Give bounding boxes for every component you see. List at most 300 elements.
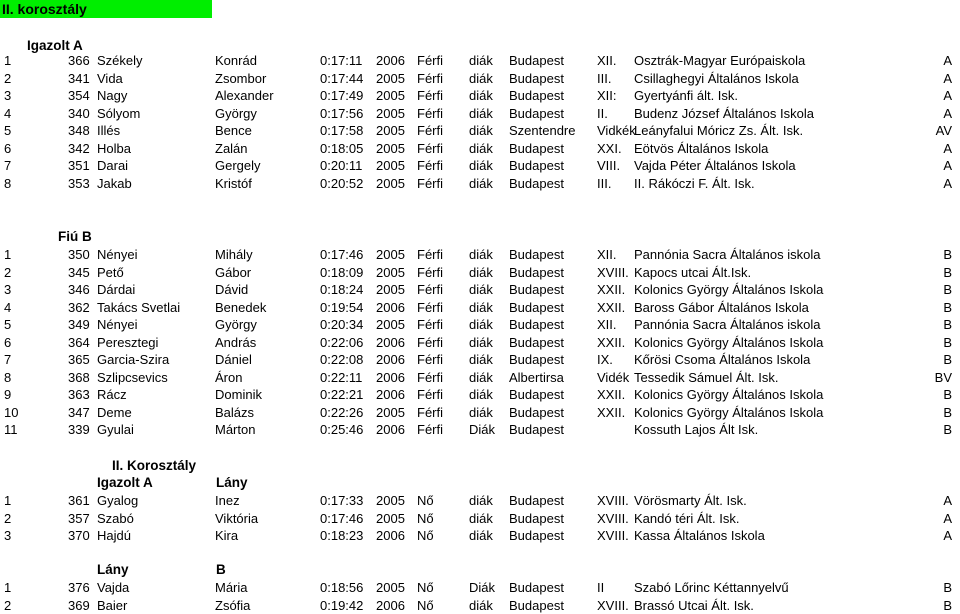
first-name-cell: György	[215, 105, 257, 121]
category-cell: B	[943, 334, 952, 350]
first-name-cell: Gábor	[215, 264, 252, 280]
table-row	[0, 386, 960, 403]
gender-cell: Nő	[417, 528, 434, 543]
first-name-cell: Márton	[215, 422, 256, 437]
bib-number-cell: 349	[68, 317, 90, 332]
school-cell: Csillaghegyi Általános Iskola	[634, 70, 799, 86]
first-name-cell: Kristóf	[215, 175, 252, 191]
first-name-cell: Mária	[215, 580, 248, 595]
time-cell: 0:18:56	[320, 580, 364, 595]
first-name-cell: Alexander	[215, 88, 274, 103]
type-cell: diák	[469, 493, 493, 508]
gender-cell: Férfi	[417, 88, 443, 103]
type-cell: diák	[469, 282, 493, 297]
district-cell: VIII.	[597, 158, 621, 173]
city-cell: Budapest	[509, 264, 564, 280]
district-cell: III.	[597, 70, 612, 86]
school-cell: Kolonics György Általános Iskola	[634, 404, 824, 420]
birth-year-cell: 2006	[376, 352, 405, 367]
bib-number-cell: 350	[68, 247, 90, 262]
city-cell: Budapest	[509, 493, 564, 508]
type-cell: diák	[469, 264, 493, 280]
bib-number-cell: 339	[68, 422, 90, 437]
gender-cell: Férfi	[417, 53, 443, 68]
category-cell: B	[943, 247, 952, 262]
section-heading: Lány	[216, 475, 248, 490]
table-row	[0, 122, 960, 139]
gender-cell: Nő	[417, 493, 434, 508]
gender-cell: Férfi	[417, 422, 443, 437]
district-cell: XII.	[597, 53, 617, 68]
rank-cell: 7	[4, 352, 12, 367]
category-cell: B	[943, 597, 952, 613]
city-cell: Budapest	[509, 53, 564, 68]
table-row	[0, 299, 960, 316]
city-cell: Budapest	[509, 597, 564, 613]
rank-cell: 2	[4, 70, 12, 86]
section-heading: Lány	[97, 562, 129, 577]
gender-cell: Nő	[417, 580, 434, 595]
first-name-cell: Mihály	[215, 247, 253, 262]
gender-cell: Férfi	[417, 140, 443, 156]
gender-cell: Férfi	[417, 317, 443, 332]
city-cell: Budapest	[509, 387, 564, 402]
time-cell: 0:22:11	[320, 369, 363, 385]
birth-year-cell: 2006	[376, 299, 405, 315]
last-name-cell: Nagy	[97, 88, 128, 103]
time-cell: 0:19:54	[320, 299, 364, 315]
category-cell: B	[943, 387, 952, 402]
birth-year-cell: 2006	[376, 53, 405, 68]
table-row	[0, 510, 960, 527]
gender-cell: Férfi	[417, 299, 443, 315]
gender-cell: Férfi	[417, 282, 443, 297]
time-cell: 0:17:58	[320, 123, 364, 138]
first-name-cell: Zsombor	[215, 70, 267, 86]
time-cell: 0:18:09	[320, 264, 364, 280]
first-name-cell: Konrád	[215, 53, 257, 68]
first-name-cell: Benedek	[215, 299, 267, 315]
last-name-cell: Vajda	[97, 580, 130, 595]
table-row	[0, 316, 960, 333]
birth-year-cell: 2005	[376, 88, 405, 103]
city-cell: Budapest	[509, 580, 564, 595]
table-row	[0, 52, 960, 69]
city-cell: Budapest	[509, 140, 564, 156]
type-cell: Diák	[469, 422, 496, 437]
rank-cell: 1	[4, 247, 12, 262]
category-cell: A	[943, 53, 952, 68]
city-cell: Budapest	[509, 105, 564, 121]
birth-year-cell: 2005	[376, 510, 405, 526]
table-row	[0, 140, 960, 157]
school-cell: Kolonics György Általános Iskola	[634, 387, 824, 402]
type-cell: diák	[469, 528, 493, 543]
bib-number-cell: 368	[68, 369, 90, 385]
birth-year-cell: 2006	[376, 422, 405, 437]
table-row	[0, 369, 960, 386]
district-cell: XVIII.	[597, 493, 629, 508]
district-cell: II.	[597, 105, 608, 121]
first-name-cell: Dávid	[215, 282, 249, 297]
school-cell: Eötvös Általános Iskola	[634, 140, 769, 156]
first-name-cell: Dániel	[215, 352, 252, 367]
time-cell: 0:17:46	[320, 247, 364, 262]
last-name-cell: Székely	[97, 53, 143, 68]
school-cell: Brassó Utcai Ált. Isk.	[634, 597, 754, 613]
type-cell: diák	[469, 158, 493, 173]
district-cell: XII:	[597, 88, 617, 103]
last-name-cell: Deme	[97, 404, 132, 420]
rank-cell: 4	[4, 105, 12, 121]
last-name-cell: Peresztegi	[97, 334, 159, 350]
first-name-cell: Kira	[215, 528, 239, 543]
last-name-cell: Garcia-Szira	[97, 352, 170, 367]
school-cell: Kassa Általános Iskola	[634, 528, 765, 543]
rank-cell: 3	[4, 528, 12, 543]
birth-year-cell: 2005	[376, 158, 405, 173]
gender-cell: Férfi	[417, 369, 443, 385]
last-name-cell: Jakab	[97, 175, 132, 191]
category-cell: A	[943, 140, 952, 156]
first-name-cell: Bence	[215, 123, 252, 138]
type-cell: diák	[469, 317, 493, 332]
rank-cell: 10	[4, 404, 19, 420]
city-cell: Budapest	[509, 317, 564, 332]
city-cell: Albertirsa	[509, 369, 564, 385]
last-name-cell: Sólyom	[97, 105, 141, 121]
bib-number-cell: 363	[68, 387, 90, 402]
district-cell: XXII.	[597, 299, 626, 315]
time-cell: 0:20:52	[320, 175, 364, 191]
birth-year-cell: 2006	[376, 369, 405, 385]
last-name-cell: Vida	[97, 70, 123, 86]
city-cell: Budapest	[509, 247, 564, 262]
rank-cell: 9	[4, 387, 12, 402]
time-cell: 0:17:11	[320, 53, 363, 68]
time-cell: 0:17:46	[320, 510, 364, 526]
category-cell: A	[943, 528, 952, 543]
birth-year-cell: 2005	[376, 175, 405, 191]
category-cell: B	[943, 422, 952, 437]
category-cell: B	[943, 299, 952, 315]
time-cell: 0:18:24	[320, 282, 364, 297]
school-cell: Szabó Lőrinc Kéttannyelvű	[634, 580, 789, 595]
first-name-cell: Zsófia	[215, 597, 251, 613]
district-cell: XVIII.	[597, 264, 629, 280]
city-cell: Budapest	[509, 158, 564, 173]
district-cell: XII.	[597, 317, 617, 332]
gender-cell: Férfi	[417, 264, 443, 280]
last-name-cell: Szlipcsevics	[97, 369, 168, 385]
first-name-cell: Viktória	[215, 510, 259, 526]
city-cell: Budapest	[509, 175, 564, 191]
type-cell: diák	[469, 299, 493, 315]
school-cell: Osztrák-Magyar Európaiskola	[634, 53, 806, 68]
last-name-cell: Pető	[97, 264, 124, 280]
type-cell: diák	[469, 510, 493, 526]
first-name-cell: Gergely	[215, 158, 261, 173]
district-cell: Vidék	[597, 369, 630, 385]
last-name-cell: Nényei	[97, 247, 138, 262]
gender-cell: Férfi	[417, 105, 443, 121]
time-cell: 0:19:42	[320, 597, 364, 613]
first-name-cell: Inez	[215, 493, 240, 508]
bib-number-cell: 362	[68, 299, 90, 315]
table-row	[0, 597, 960, 614]
category-cell: B	[943, 580, 952, 595]
birth-year-cell: 2005	[376, 247, 405, 262]
section-heading: Fiú B	[58, 229, 92, 244]
rank-cell: 8	[4, 175, 12, 191]
gender-cell: Férfi	[417, 352, 443, 367]
school-cell: Kolonics György Általános Iskola	[634, 282, 824, 297]
rank-cell: 7	[4, 158, 12, 173]
gender-cell: Férfi	[417, 175, 443, 191]
category-cell: B	[943, 317, 952, 332]
school-cell: Vörösmarty Ált. Isk.	[634, 493, 747, 508]
bib-number-cell: 341	[68, 70, 90, 86]
section-heading: B	[216, 562, 226, 577]
gender-cell: Nő	[417, 597, 434, 613]
district-cell: XXII.	[597, 334, 626, 350]
category-cell: A	[943, 158, 952, 173]
last-name-cell: Gyulai	[97, 422, 134, 437]
table-row	[0, 334, 960, 351]
city-cell: Budapest	[509, 422, 564, 437]
rank-cell: 2	[4, 264, 12, 280]
category-cell: B	[943, 282, 952, 297]
city-cell: Budapest	[509, 88, 564, 103]
last-name-cell: Takács Svetlai	[97, 299, 181, 315]
birth-year-cell: 2005	[376, 70, 405, 86]
rank-cell: 1	[4, 53, 12, 68]
last-name-cell: Dárdai	[97, 282, 136, 297]
type-cell: diák	[469, 140, 493, 156]
bib-number-cell: 369	[68, 597, 90, 613]
gender-cell: Nő	[417, 510, 434, 526]
school-cell: Pannónia Sacra Általános iskola	[634, 247, 821, 262]
first-name-cell: Zalán	[215, 140, 248, 156]
school-cell: Kőrösi Csoma Általános Iskola	[634, 352, 811, 367]
rank-cell: 2	[4, 597, 12, 613]
bib-number-cell: 354	[68, 88, 90, 103]
last-name-cell: Illés	[97, 123, 121, 138]
school-cell: Vajda Péter Általános Iskola	[634, 158, 796, 173]
district-cell: III.	[597, 175, 612, 191]
table-row	[0, 281, 960, 298]
table-row	[0, 351, 960, 368]
category-cell: A	[943, 70, 952, 86]
school-cell: Leányfalui Móricz Zs. Ált. Isk.	[634, 123, 804, 138]
city-cell: Budapest	[509, 282, 564, 297]
rank-cell: 3	[4, 88, 12, 103]
category-cell: A	[943, 105, 952, 121]
last-name-cell: Hajdú	[97, 528, 131, 543]
bib-number-cell: 357	[68, 510, 90, 526]
type-cell: diák	[469, 53, 493, 68]
rank-cell: 5	[4, 317, 12, 332]
city-cell: Budapest	[509, 334, 564, 350]
section-heading: Igazolt A	[97, 475, 153, 490]
time-cell: 0:17:44	[320, 70, 364, 86]
birth-year-cell: 2005	[376, 404, 405, 420]
type-cell: diák	[469, 70, 493, 86]
gender-cell: Férfi	[417, 70, 443, 86]
bib-number-cell: 361	[68, 493, 90, 508]
last-name-cell: Holba	[97, 140, 131, 156]
first-name-cell: György	[215, 317, 257, 332]
bib-number-cell: 364	[68, 334, 90, 350]
city-cell: Budapest	[509, 70, 564, 86]
category-cell: A	[943, 493, 952, 508]
city-cell: Szentendre	[509, 123, 576, 138]
school-cell: Kossuth Lajos Ált Isk.	[634, 422, 759, 437]
time-cell: 0:17:56	[320, 105, 364, 121]
category-cell: BV	[934, 369, 952, 385]
district-cell: XXII.	[597, 282, 626, 297]
district-cell: II	[597, 580, 605, 595]
type-cell: Diák	[469, 580, 496, 595]
bib-number-cell: 348	[68, 123, 90, 138]
school-cell: Budenz József Általános Iskola	[634, 105, 814, 121]
birth-year-cell: 2006	[376, 528, 405, 543]
district-cell: Vidkék	[597, 123, 636, 138]
school-cell: Kolonics György Általános Iskola	[634, 334, 824, 350]
section-heading: Igazolt A	[27, 38, 83, 53]
first-name-cell: Dominik	[215, 387, 262, 402]
type-cell: diák	[469, 123, 493, 138]
bib-number-cell: 365	[68, 352, 90, 367]
city-cell: Budapest	[509, 299, 564, 315]
school-cell: Tessedik Sámuel Ált. Isk.	[634, 369, 779, 385]
birth-year-cell: 2005	[376, 282, 405, 297]
table-row	[0, 246, 960, 263]
time-cell: 0:22:08	[320, 352, 364, 367]
first-name-cell: Balázs	[215, 404, 255, 420]
school-cell: II. Rákóczi F. Ált. Isk.	[634, 175, 755, 191]
rank-cell: 5	[4, 123, 12, 138]
school-cell: Pannónia Sacra Általános iskola	[634, 317, 821, 332]
district-cell: XXII.	[597, 404, 626, 420]
table-row	[0, 492, 960, 509]
table-row	[0, 264, 960, 281]
rank-cell: 6	[4, 140, 12, 156]
type-cell: diák	[469, 369, 493, 385]
school-cell: Baross Gábor Általános Iskola	[634, 299, 809, 315]
rank-cell: 6	[4, 334, 12, 350]
time-cell: 0:22:26	[320, 404, 364, 420]
table-row	[0, 404, 960, 421]
school-cell: Gyertyánfi ált. Isk.	[634, 88, 739, 103]
type-cell: diák	[469, 247, 493, 262]
birth-year-cell: 2005	[376, 580, 405, 595]
type-cell: diák	[469, 334, 493, 350]
district-cell: XXII.	[597, 387, 626, 402]
table-row	[0, 527, 960, 544]
city-cell: Budapest	[509, 528, 564, 543]
category-cell: A	[943, 510, 952, 526]
birth-year-cell: 2005	[376, 317, 405, 332]
district-cell: XVIII.	[597, 510, 629, 526]
rank-cell: 11	[4, 422, 18, 437]
rank-cell: 1	[4, 493, 12, 508]
category-cell: A	[943, 175, 952, 191]
gender-cell: Férfi	[417, 387, 443, 402]
rank-cell: 3	[4, 282, 12, 297]
birth-year-cell: 2005	[376, 493, 405, 508]
table-row	[0, 579, 960, 596]
first-name-cell: Áron	[215, 369, 243, 385]
table-row	[0, 175, 960, 192]
birth-year-cell: 2006	[376, 597, 405, 613]
category-cell: B	[943, 404, 952, 420]
category-cell: B	[943, 352, 952, 367]
bib-number-cell: 351	[68, 158, 90, 173]
gender-cell: Férfi	[417, 334, 443, 350]
first-name-cell: András	[215, 334, 257, 350]
type-cell: diák	[469, 175, 493, 191]
birth-year-cell: 2005	[376, 123, 405, 138]
gender-cell: Férfi	[417, 123, 443, 138]
bib-number-cell: 346	[68, 282, 90, 297]
last-name-cell: Szabó	[97, 510, 134, 526]
rank-cell: 1	[4, 580, 12, 595]
section-heading: II. Korosztály	[112, 458, 197, 473]
table-row	[0, 87, 960, 104]
city-cell: Budapest	[509, 352, 564, 367]
category-cell: A	[943, 88, 952, 103]
district-cell: XXI.	[597, 140, 622, 156]
time-cell: 0:18:05	[320, 140, 364, 156]
category-banner: II. korosztály	[0, 0, 212, 18]
category-cell: B	[943, 264, 952, 280]
last-name-cell: Gyalog	[97, 493, 139, 508]
type-cell: diák	[469, 387, 493, 402]
gender-cell: Férfi	[417, 158, 443, 173]
rank-cell: 2	[4, 510, 12, 526]
birth-year-cell: 2005	[376, 140, 405, 156]
type-cell: diák	[469, 105, 493, 121]
school-cell: Kapocs utcai Ált.Isk.	[634, 264, 752, 280]
category-cell: AV	[935, 123, 952, 138]
last-name-cell: Darai	[97, 158, 129, 173]
type-cell: diák	[469, 352, 493, 367]
time-cell: 0:20:34	[320, 317, 364, 332]
type-cell: diák	[469, 404, 493, 420]
type-cell: diák	[469, 597, 493, 613]
table-row	[0, 421, 960, 438]
last-name-cell: Rácz	[97, 387, 127, 402]
last-name-cell: Baier	[97, 597, 128, 613]
birth-year-cell: 2005	[376, 105, 405, 121]
bib-number-cell: 370	[68, 528, 90, 543]
table-row	[0, 70, 960, 87]
bib-number-cell: 347	[68, 404, 90, 420]
bib-number-cell: 366	[68, 53, 90, 68]
last-name-cell: Nényei	[97, 317, 138, 332]
district-cell: IX.	[597, 352, 613, 367]
bib-number-cell: 376	[68, 580, 90, 595]
gender-cell: Férfi	[417, 247, 443, 262]
table-row	[0, 157, 960, 174]
rank-cell: 8	[4, 369, 12, 385]
birth-year-cell: 2006	[376, 387, 405, 402]
time-cell: 0:22:21	[320, 387, 364, 402]
district-cell: XII.	[597, 247, 617, 262]
time-cell: 0:20:11	[320, 158, 363, 173]
time-cell: 0:17:33	[320, 493, 364, 508]
